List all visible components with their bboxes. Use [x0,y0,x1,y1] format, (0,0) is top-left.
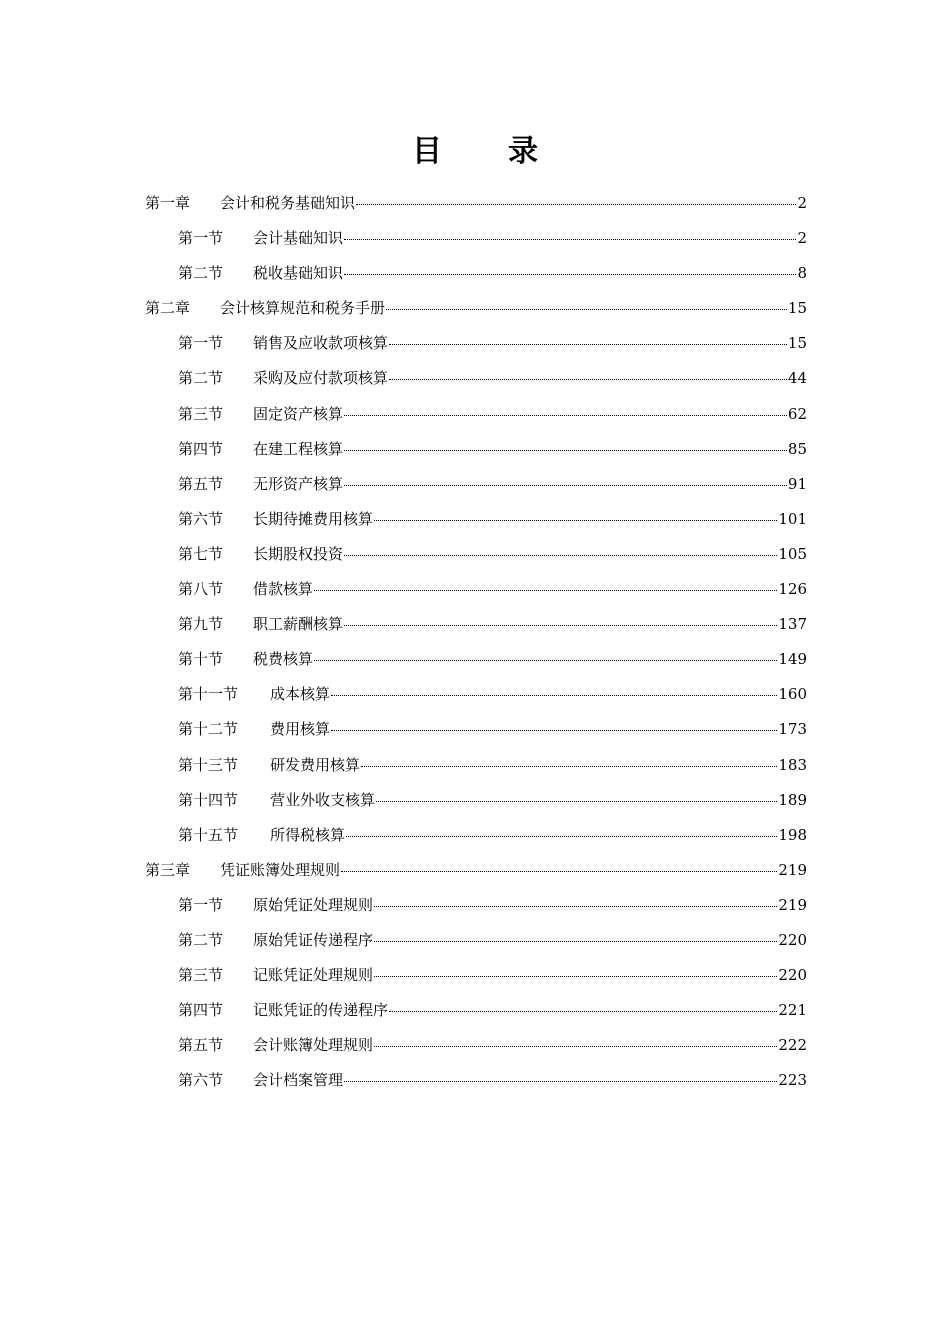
toc-entry-number: 第六节 [178,1071,224,1090]
toc-dot-leader [344,484,787,486]
toc-dot-leader [389,343,787,345]
toc-page-number: 189 [778,790,807,809]
toc-page-number: 198 [778,825,807,844]
toc-section-entry[interactable] [145,642,807,677]
title-char-2: 录 [508,134,538,169]
toc-section-entry[interactable] [145,572,807,607]
toc-page-number: 220 [778,966,807,985]
toc-section-entry[interactable] [145,537,807,572]
toc-dot-leader [344,1080,777,1082]
toc-entry-title: 会计基础知识 [253,229,344,248]
toc-entry-title: 原始凭证处理规则 [253,895,374,914]
toc-entry-title: 借款核算 [253,580,314,599]
toc-dot-leader [314,589,777,591]
toc-entry-title: 在建工程核算 [253,439,344,458]
toc-entry-title: 税费核算 [253,650,314,669]
toc-page-number: 101 [778,509,807,528]
toc-entry-number: 第七节 [178,544,224,563]
toc-dot-leader [389,1010,777,1012]
toc-chapter-entry[interactable] [145,853,807,888]
toc-entry-title: 原始凭证传递程序 [253,930,374,949]
toc-entry-title: 销售及应收款项核算 [253,334,389,353]
toc-page-number: 2 [797,194,807,212]
toc-entry-number: 第十三节 [178,755,239,774]
toc-page-number: 15 [787,334,807,353]
toc-entry-number: 第一节 [178,895,224,914]
toc-dot-leader [344,414,787,416]
toc-page-number: 44 [787,369,807,388]
toc-entry-number: 第二节 [178,369,224,388]
toc-entry-number: 第一节 [178,334,224,353]
toc-entry-title: 营业外收支核算 [270,790,376,809]
toc-entry-number: 第三节 [178,404,224,423]
toc-dot-leader [344,449,787,451]
toc-entry-title: 固定资产核算 [253,404,344,423]
toc-dot-leader [374,905,777,907]
toc-entry-title: 记账凭证的传递程序 [253,1001,389,1020]
toc-section-entry[interactable] [145,712,807,747]
toc-dot-leader [361,765,777,767]
toc-dot-leader [389,378,787,380]
toc-entry-number: 第二章 [145,299,191,318]
toc-entry-number: 第八节 [178,580,224,599]
toc-page-number: 220 [778,930,807,949]
toc-page-number: 137 [778,615,807,634]
toc-dot-leader [346,835,777,837]
toc-entry-title: 费用核算 [270,720,331,739]
toc-section-entry[interactable] [145,888,807,923]
toc-dot-leader [344,554,777,556]
toc-entry-number: 第四节 [178,439,224,458]
toc-entry-title: 会计和税务基础知识 [220,194,356,212]
toc-page-number: 8 [797,264,807,283]
toc-page-number: 2 [797,229,807,248]
toc-section-entry[interactable] [145,256,807,291]
toc-dot-leader [344,238,796,240]
toc-entry-number: 第十五节 [178,825,239,844]
toc-page-number: 160 [778,685,807,704]
toc-page-number: 219 [778,895,807,914]
toc-section-entry[interactable] [145,467,807,502]
toc-page-number: 223 [778,1071,807,1090]
toc-page-number: 219 [778,860,807,879]
toc-dot-leader [344,624,777,626]
table-of-contents [145,186,807,1098]
toc-section-entry[interactable] [145,1028,807,1063]
toc-entry-title: 无形资产核算 [253,474,344,493]
toc-page-number: 62 [787,404,807,423]
toc-entry-title: 所得税核算 [270,825,346,844]
toc-entry-title: 凭证账簿处理规则 [220,860,341,879]
toc-entry-title: 会计档案管理 [253,1071,344,1090]
toc-dot-leader [344,273,796,275]
toc-entry-title: 职工薪酬核算 [253,615,344,634]
toc-entry-number: 第九节 [178,615,224,634]
toc-entry-number: 第十一节 [178,685,239,704]
toc-section-entry[interactable] [145,748,807,783]
toc-page-number: 173 [778,720,807,739]
toc-dot-leader [356,203,796,205]
toc-entry-title: 长期股权投资 [253,544,344,563]
toc-entry-title: 长期待摊费用核算 [253,509,374,528]
toc-dot-leader [314,659,777,661]
toc-dot-leader [374,519,777,521]
toc-page-number: 183 [778,755,807,774]
toc-entry-number: 第二节 [178,264,224,283]
toc-section-entry[interactable] [145,783,807,818]
toc-section-entry[interactable] [145,432,807,467]
toc-dot-leader [331,729,777,731]
toc-section-entry[interactable] [145,502,807,537]
toc-section-entry[interactable] [145,923,807,958]
toc-dot-leader [386,308,787,310]
toc-dot-leader [376,800,777,802]
toc-section-entry[interactable] [145,993,807,1028]
toc-page-number: 91 [787,474,807,493]
toc-section-entry[interactable] [145,677,807,712]
toc-page-number: 105 [778,544,807,563]
toc-entry-title: 会计核算规范和税务手册 [220,299,386,318]
toc-dot-leader [374,940,777,942]
toc-entry-number: 第十二节 [178,720,239,739]
toc-entry-number: 第二节 [178,930,224,949]
toc-section-entry[interactable] [145,221,807,256]
toc-chapter-entry[interactable] [145,291,807,326]
toc-entry-number: 第三章 [145,860,191,879]
toc-section-entry[interactable] [145,958,807,993]
toc-section-entry[interactable] [145,326,807,361]
toc-entry-title: 采购及应付款项核算 [253,369,389,388]
toc-page-number: 85 [787,439,807,458]
toc-entry-title: 记账凭证处理规则 [253,966,374,985]
toc-chapter-entry[interactable] [145,186,807,221]
toc-entry-number: 第一节 [178,229,224,248]
toc-entry-number: 第十节 [178,650,224,669]
toc-section-entry[interactable] [145,361,807,396]
toc-entry-number: 第十四节 [178,790,239,809]
toc-section-entry[interactable] [145,607,807,642]
toc-page-number: 149 [778,650,807,669]
toc-page-number: 15 [787,299,807,318]
page-title [0,130,950,174]
toc-dot-leader [341,870,777,872]
toc-entry-number: 第四节 [178,1001,224,1020]
toc-dot-leader [331,694,777,696]
toc-section-entry[interactable] [145,818,807,853]
toc-entry-number: 第五节 [178,1036,224,1055]
toc-page-number: 222 [778,1036,807,1055]
toc-entry-number: 第一章 [145,194,191,212]
toc-page-number: 126 [778,580,807,599]
toc-dot-leader [374,975,777,977]
toc-page-number: 221 [778,1001,807,1020]
title-char-1: 目 [412,134,442,169]
toc-entry-number: 第五节 [178,474,224,493]
toc-entry-title: 会计账簿处理规则 [253,1036,374,1055]
toc-entry-title: 成本核算 [270,685,331,704]
toc-section-entry[interactable] [145,1063,807,1098]
toc-dot-leader [374,1045,777,1047]
toc-entry-number: 第三节 [178,966,224,985]
toc-entry-title: 研发费用核算 [270,755,361,774]
toc-entry-title: 税收基础知识 [253,264,344,283]
toc-section-entry[interactable] [145,397,807,432]
toc-entry-number: 第六节 [178,509,224,528]
